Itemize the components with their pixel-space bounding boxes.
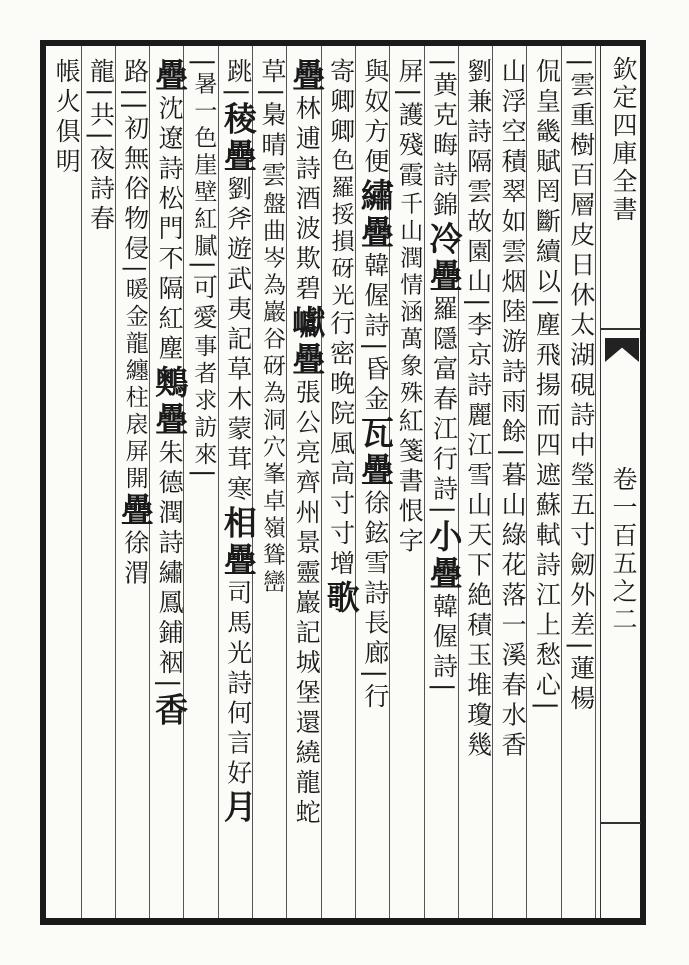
body-text: 行密晚院風高寸寸增 bbox=[326, 310, 356, 580]
headword: 香 bbox=[150, 692, 190, 730]
body-text: 與奴方便 bbox=[360, 58, 390, 178]
headword: 疊 bbox=[287, 58, 327, 95]
body-text: 山浮空積翠如雲烟陸游詩雨餘|暮山綠花落一溪春水香 bbox=[498, 58, 528, 762]
headword: 月 bbox=[218, 789, 258, 827]
body-text: 帳火俱明 bbox=[52, 58, 82, 178]
body-text: 草|梟晴雲 bbox=[258, 58, 287, 192]
body-text: 韓偓詩|昏金 bbox=[360, 252, 390, 416]
body-text: 沈遼詩松門不隔紅塵 bbox=[155, 95, 185, 365]
body-text: 寄卿卿 bbox=[326, 58, 356, 148]
body-text: 龍|共|夜 bbox=[86, 58, 116, 175]
frame-top-border bbox=[40, 40, 646, 46]
body-text: 劉斧遊武夷記草木蒙茸寒 bbox=[223, 175, 253, 506]
body-text: 侃皇畿賦罔斷續以|塵飛揚而四遮蘇軾詩江上愁心| bbox=[532, 58, 562, 715]
body-text: 詩春 bbox=[86, 174, 116, 235]
margin-divider bbox=[601, 822, 641, 824]
body-text: 林逋詩酒波欺碧 bbox=[292, 95, 322, 305]
headword: 稜疊 bbox=[218, 101, 258, 176]
body-text: 路||初無俗物侵 bbox=[120, 58, 150, 265]
body-text: 韓偓詩| bbox=[429, 592, 459, 697]
headword: 繡疊 bbox=[355, 178, 395, 252]
text-column bbox=[44, 58, 88, 908]
margin-divider bbox=[601, 328, 641, 330]
annotation-text: 盤曲岑為巖谷砑為洞穴峯卓嶺聳巒 bbox=[259, 191, 285, 597]
volume-number: 卷一百五之二 bbox=[609, 466, 638, 634]
body-text: 紅箋書恨字 bbox=[395, 407, 425, 558]
body-text: |雲重樹百層皮日休太湖硯詩中瑩五寸劒外差|蓮楊 bbox=[566, 58, 596, 715]
body-text: |可愛 bbox=[189, 260, 219, 334]
headword: 相疊 bbox=[218, 505, 258, 580]
annotation-text: 暑一色崖壁紅膩 bbox=[190, 71, 217, 261]
body-text: 羅隱富春江行詩| bbox=[429, 295, 459, 519]
body-text: |黄克晦詩錦 bbox=[429, 58, 459, 222]
page-margin-column bbox=[600, 46, 641, 918]
fishtail-mark bbox=[605, 338, 639, 362]
headword: 歌 bbox=[321, 580, 361, 617]
annotation-text: 色羅挼損砑光 bbox=[327, 148, 354, 310]
body-text: | bbox=[189, 468, 219, 483]
body-text: 劉兼詩隔雲故園山|李京詩麗江雪山天下絶積玉堆瓊幾 bbox=[463, 58, 493, 762]
headword: 疊 bbox=[150, 58, 190, 95]
body-text: 跳| bbox=[223, 58, 253, 102]
annotation-text: 事者求訪來 bbox=[190, 333, 217, 469]
body-text: 司馬光詩何言好 bbox=[223, 579, 253, 790]
body-text: | bbox=[189, 58, 219, 72]
headword: 冷疊 bbox=[424, 221, 464, 296]
body-text: 徐鉉雪詩長廊|行 bbox=[360, 489, 390, 713]
headword: 小疊 bbox=[424, 518, 464, 593]
body-text: 徐渭 bbox=[120, 529, 150, 590]
headword: 䴈疊 bbox=[150, 365, 190, 439]
headword: 巘疊 bbox=[287, 305, 327, 379]
book-title: 欽定四庫全書 bbox=[609, 56, 638, 224]
headword: 疊 bbox=[115, 492, 155, 530]
annotation-text: 千山潤情涵萬象殊 bbox=[396, 191, 423, 408]
frame-bottom-border bbox=[40, 918, 646, 925]
body-text: 朱德潤詩繡鳳鋪裀| bbox=[155, 439, 185, 693]
body-text: 張公亮齊州景靈巖記城堡還繞龍蛇 bbox=[292, 379, 322, 829]
body-text: 屏|護殘霞 bbox=[395, 58, 425, 192]
headword: 瓦疊 bbox=[355, 415, 395, 490]
annotation-text: |暖金龍纏柱扆屏開 bbox=[121, 264, 148, 493]
